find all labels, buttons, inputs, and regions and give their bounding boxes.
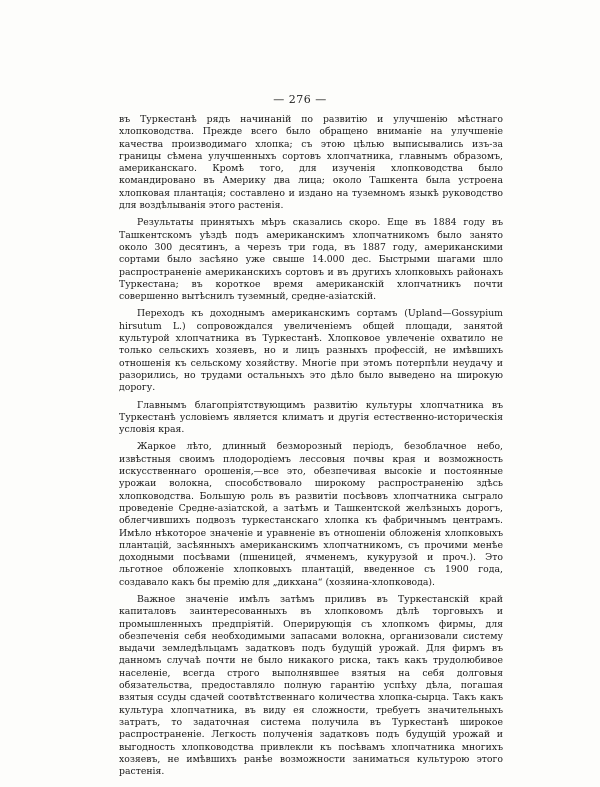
paragraph-5: Жаркое лѣто, длинный безморозный періодъ, безоблачное небо, извѣстныя своимъ плодородіемъ лессовыя почвы края и возможность искусственнаго орошенія,—все это, обезпечивая высокіе и постоянные урожаи волокна, способствовало широкому распространенію здѣсь хлопководства. Большую роль въ развитіи посѣвовъ хлопчатника сыграло проведеніе Средне-азіатской, а затѣмъ и Ташкентской желѣзныхъ дорогъ, облегчившихъ подвозъ туркестанскаго хлопка къ фабричнымъ центрамъ. Имѣло нѣкоторое значеніе и уравненіе въ отношеніи обложенія хлопковыхъ плантацій, засѣянныхъ американскимъ хлопчатникомъ, съ прочими менѣе доходными посѣвами (пшеницей, ячменемъ, кукурузой и проч.). Это льготное обложеніе хлопковыхъ плантацій, введенное съ 1900 года, создавало какъ бы премію для „дикхана“ (хозяина-хлопковода).	[119, 441, 503, 588]
paragraph-3: Переходъ къ доходнымъ американскимъ сортамъ (Upland—Gossypium hirsutum L.) сопровождался увеличеніемъ общей площади, занятой культурой хлопчатника въ Туркестанѣ. Хлопковое увлеченіе охватило не только сельскихъ хозяевъ, но и лицъ разныхъ профессій, не имѣвшихъ отношенія къ сельскому хозяйству. Многіе при этомъ потерпѣли неудачу и разорились, но трудами остальныхъ это дѣло было выведено на широкую дорогу.	[119, 308, 503, 394]
paragraph-6: Важное значеніе имѣлъ затѣмъ приливъ въ Туркестанскій край капиталовъ заинтересованныхъ въ хлопковомъ дѣлѣ торговыхъ и промышленныхъ предпріятій. Оперирующія съ хлопкомъ фирмы, для обезпеченія себя необходимыми запасами волокна, организовали систему выдачи земледѣльцамъ задатковъ подъ будущій урожай. Для фирмъ въ данномъ случаѣ почти не было никакого риска, такъ какъ трудолюбивое населеніе, всегда строго выполнявшее взятыя на себя долговыя обязательства, предоставляло полную гарантію успѣху дѣла, погашая взятыя ссуды сдачей соотвѣтственнаго количества хлопка-сырца. Такъ какъ культура хлопчатника, въ виду ея сложности, требуетъ значительныхъ затратъ, то задаточная система получила въ Туркестанѣ широкое распространеніе. Легкость полученія задатковъ подъ будущій урожай и выгодность хлопководства привлекли къ посѣвамъ хлопчатника многихъ хозяевъ, не имѣвшихъ ранѣе возможности заниматься культурою этого растенія.	[119, 593, 503, 778]
page-number: — 276 —	[273, 93, 327, 106]
paragraph-4: Главнымъ благопріятствующимъ развитію культуры хлопчатника въ Туркестанѣ условіемъ является климатъ и другія естественно-историческія условія края.	[119, 399, 503, 436]
paragraph-2: Результаты принятыхъ мѣръ сказались скоро. Еще въ 1884 году въ Ташкентскомъ уѣздѣ подъ американскимъ хлопчатникомъ было занято около 300 десятинъ, а черезъ три года, въ 1887 году, американскими сортами было засѣяно уже свыше 14.000 дес. Быстрыми шагами шло распространеніе американскихъ сортовъ и въ другихъ хлопковыхъ районахъ Туркестана; въ короткое время американскій хлопчатникъ почти совершенно вытѣснилъ туземный, средне-азіатскій.	[119, 217, 503, 303]
paragraph-1: въ Туркестанѣ рядъ начинаній по развитію и улучшенію мѣстнаго хлопководства. Прежде всего было обращено вниманіе на улучшеніе качества производимаго хлопка; съ этою цѣлью выписывались изъ-за границы сѣмена улучшенныхъ сортовъ хлопчатника, главнымъ образомъ, американскаго. Кромѣ того, для изученія хлопководства было командировано въ Америку два лица; около Ташкента была устроена хлопковая плантація; составлено и издано на туземномъ языкѣ руководство для воздѣлыванія этого растенія.	[119, 114, 503, 212]
body-text	[119, 114, 503, 783]
